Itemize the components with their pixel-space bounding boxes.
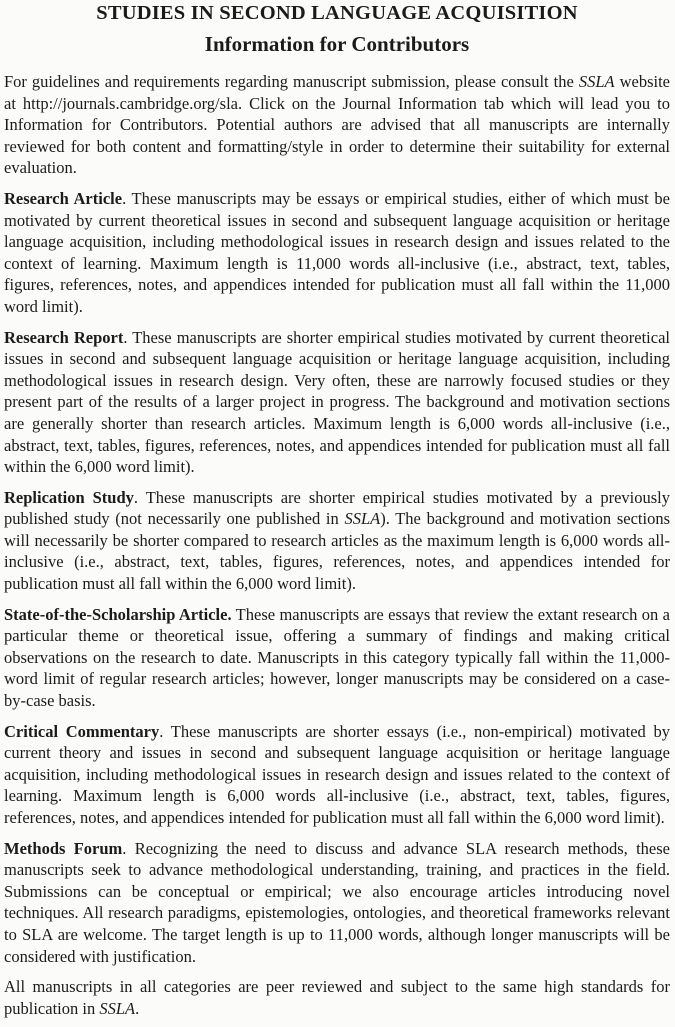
- paragraph-intro: [4, 71, 670, 179]
- paragraph-peer-review-note: [4, 976, 670, 1019]
- paragraph-research-article: [4, 188, 670, 318]
- page-subtitle: Information for Contributors: [204, 32, 470, 56]
- paragraph-state-of-the-scholarship-article: [4, 604, 670, 712]
- text-run: Research Article: [4, 188, 123, 208]
- text-run: State-of-the-Scholarship Article.: [4, 604, 232, 624]
- text-run: All manuscripts in all categories are peer reviewed and subject to the same high standards for publication in: [4, 977, 670, 1018]
- text-run: ). The background and motivation sections will necessarily be shorter compared to research articles as the maximum length is 6,000 words all-inclusive (i.e., abstract, text, tables, figures, references, notes, and appendices intended for publication must all fall within the 6,000 word limit).: [4, 509, 671, 594]
- text-run: Research Report: [4, 327, 124, 347]
- paragraph-replication-study: [4, 487, 670, 595]
- journal-title: STUDIES IN SECOND LANGUAGE ACQUISITION: [96, 2, 578, 24]
- text-run: .: [135, 998, 140, 1018]
- text-run: . Recognizing the need to discuss and advance SLA research methods, these manuscripts seek to advance methodological understanding, training, and practices in the field. Submissions can be conceptual or empirical; we also encourage articles introducing novel techniques. All research paradigms, epistemologies, ontologies, and theoretical frameworks relevant to SLA are welcome. The target length is up to 11,000 words, although longer manuscripts will be considered with justification.: [4, 838, 670, 966]
- text-run: SSLA: [344, 509, 381, 529]
- paragraph-research-report: [4, 327, 670, 478]
- paragraph-critical-commentary: [4, 721, 670, 829]
- text-run: . These manuscripts are shorter empirical studies motivated by a previously published study (not necessarily one published in: [4, 487, 671, 529]
- text-run: SSLA: [578, 72, 615, 91]
- text-run: . These manuscripts are shorter essays (i.e., non-empirical) motivated by current theory and issues in second and subsequent language acquisition or heritage language acquisition, including methodological issues in research design and issues related to the context of learning. Maximum length is 6,000 words all-inclusive (i.e., abstract, text, tables, figures, references, notes, and appendices intended for publication must all fall within the 6,000 word limit).: [4, 721, 670, 827]
- text-run: For guidelines and requirements regarding manuscript submission, please consult the: [4, 72, 579, 91]
- text-run: website at http://journals.cambridge.org/sla. Click on the Journal Information tab which will lead you to Information for Contributors. Potential authors are advised that all manuscripts are internally reviewed for both content and formatting/style in order to determine their suitability for external evaluation.: [4, 72, 670, 178]
- paragraph-methods-forum: [4, 838, 670, 968]
- text-run: Replication Study: [4, 487, 134, 507]
- text-run: . These manuscripts are shorter empirical studies motivated by current theoretical issues in second and subsequent language acquisition or heritage language acquisition, including methodological issues in research design. Very often, these are narrowly focused studies or they present part of the results of a larger project in progress. The background and motivation sections are generally shorter than research articles. Maximum length is 6,000 words all-inclusive (i.e., abstract, text, tables, figures, references, notes, and appendices intended for publication must all fall within the 6,000 word limit).: [4, 327, 670, 477]
- text-run: These manuscripts are essays that review the extant research on a particular theme or theoretical issue, offering a summary of findings and making critical observations on the research to date. Manuscripts in this category typically fall within the 11,000-word limit of regular research articles; however, longer manuscripts may be considered on a case-by-case basis.: [4, 604, 670, 711]
- text-run: Critical Commentary: [4, 721, 160, 741]
- text-run: SSLA: [99, 998, 136, 1018]
- document-body: [4, 71, 670, 1019]
- text-run: . These manuscripts may be essays or empirical studies, either of which must be motivated by current theoretical issues in second and subsequent language acquisition or heritage language acquisition, including methodological issues in research design and issues related to the context of learning. Maximum length is 11,000 words all-inclusive (i.e., abstract, text, tables, figures, references, notes, and appendices intended for publication must all fall within the 11,000 word limit).: [4, 188, 670, 316]
- text-run: Methods Forum: [4, 838, 123, 858]
